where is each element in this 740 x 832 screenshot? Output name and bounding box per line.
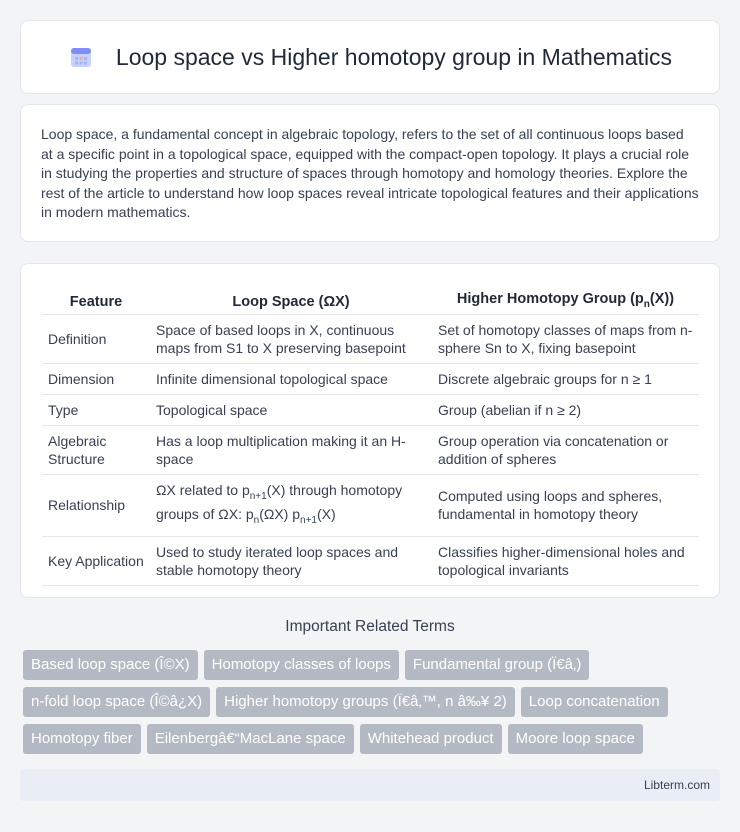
footer-site-link[interactable]: Libterm.com <box>643 778 710 792</box>
related-term-tag[interactable]: Loop concatenation <box>521 687 668 717</box>
header-higher-homotopy: Higher Homotopy Group $(p_n(X))$ <box>432 284 699 314</box>
cell-higher-homotopy: Computed using loops and spheres, fundamental in homotopy theory <box>432 474 699 537</box>
header-feature: Feature <box>42 284 150 314</box>
cell-feature: Dimension <box>42 363 150 394</box>
intro-text: Loop space, a fundamental concept in algebraic topology, refers to the set of all continuous loops based at a specific point in a topological space, equipped with the compact-open topology. It plays a crucial role in studying the properties and structure of spaces through homotopy and homology theories. Explore the rest of the article to understand how loop spaces reveal intricate topological features and their applications in modern mathematics. <box>41 126 699 220</box>
related-term-tag[interactable]: Moore loop space <box>508 724 643 754</box>
cell-feature: Relationship <box>42 474 150 537</box>
related-term-tag[interactable]: Higher homotopy groups (Ï€â‚™, n â‰¥ 2) <box>216 687 515 717</box>
header-card <box>20 20 720 94</box>
page-title: Loop space vs Higher homotopy group in Mathematics <box>115 43 673 70</box>
cell-higher-homotopy: Discrete algebraic groups for n ≥ 1 <box>432 363 699 394</box>
related-term-tag[interactable]: Based loop space (Î©X) <box>23 650 198 680</box>
intro-card <box>20 104 720 242</box>
comparison-table-card <box>20 263 720 598</box>
cell-feature: Algebraic Structure <box>42 425 150 474</box>
calendar-icon <box>68 44 94 70</box>
related-terms-list <box>23 650 723 754</box>
cell-feature: Definition <box>42 314 150 363</box>
cell-higher-homotopy: Group (abelian if n ≥ 2) <box>432 394 699 425</box>
related-term-tag[interactable]: Homotopy fiber <box>23 724 141 754</box>
footer <box>20 769 720 801</box>
table-row <box>42 537 699 586</box>
related-terms-title: Important Related Terms <box>285 618 455 635</box>
table-row <box>42 425 699 474</box>
comparison-table <box>42 284 699 586</box>
cell-feature: Key Application <box>42 537 150 586</box>
cell-loop-space: Topological space <box>150 394 432 425</box>
cell-feature: Type <box>42 394 150 425</box>
related-term-tag[interactable]: Eilenbergâ€“MacLane space <box>147 724 354 754</box>
table-row <box>42 474 699 537</box>
header-loop-space: Loop Space (ΩX) <box>150 284 432 314</box>
cell-loop-space: Has a loop multiplication making it an H-space <box>150 425 432 474</box>
cell-loop-space: Infinite dimensional topological space <box>150 363 432 394</box>
related-term-tag[interactable]: Whitehead product <box>360 724 502 754</box>
cell-loop-space: Used to study iterated loop spaces and stable homotopy theory <box>150 537 432 586</box>
related-term-tag[interactable]: n-fold loop space (Î©â¿X) <box>23 687 210 717</box>
cell-higher-homotopy: Group operation via concatenation or addition of spheres <box>432 425 699 474</box>
cell-higher-homotopy: Set of homotopy classes of maps from n-sphere Sn to X, fixing basepoint <box>432 314 699 363</box>
cell-higher-homotopy: Classifies higher-dimensional holes and topological invariants <box>432 537 699 586</box>
table-row <box>42 314 699 363</box>
related-term-tag[interactable]: Fundamental group (Ï€â‚) <box>405 650 589 680</box>
table-header-row <box>42 284 699 314</box>
related-term-tag[interactable]: Homotopy classes of loops <box>204 650 399 680</box>
table-row <box>42 363 699 394</box>
table-row <box>42 394 699 425</box>
cell-loop-space: ΩX related to $p_{n+1}(X)$ through homotopy groups of ΩX: $p_n(\Omega X)$ $p_{n+1}(X)$ <box>150 474 432 537</box>
cell-loop-space: Space of based loops in X, continuous maps from S1 to X preserving basepoint <box>150 314 432 363</box>
